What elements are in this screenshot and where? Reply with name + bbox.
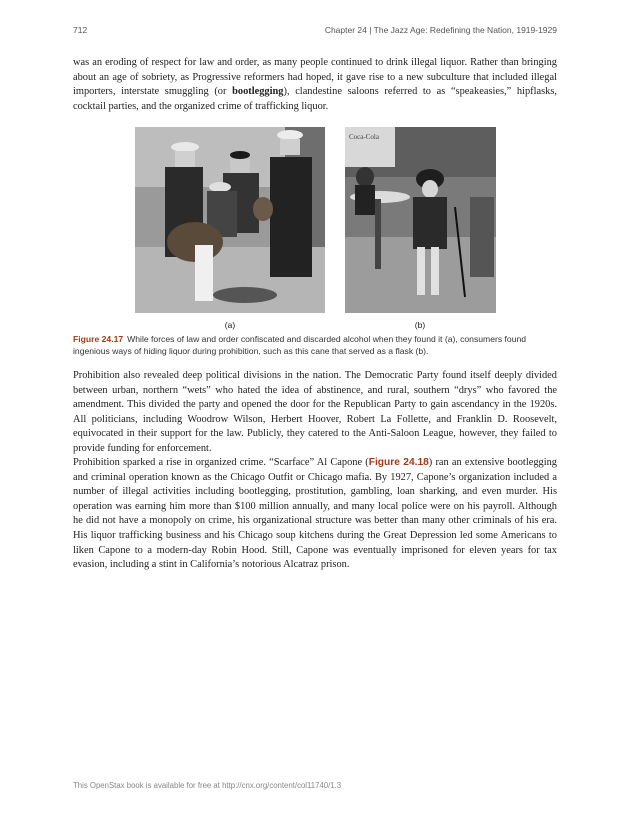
term-bootlegging: bootlegging	[232, 86, 284, 98]
page-footer: This OpenStax book is available for free at http://cnx.org/content/col11740/1.3	[73, 781, 342, 790]
paragraph-3-text-b: ) ran an extensive bootlegging and criminal operation known as the Chicago Outfit or Chicago mafia. By 1927, Capone’s organization included a number of illegal activities including bootlegging, prostitution, gambling, loan sharking, and even murder. His operation was earning him more than $100 million annually, and many local police were on his payroll. Although he did not have a monopoly on crime, his organizational structure was better than many other criminals of his era. His liquor trafficking business and his Chicago soup kitchens during the Great Depression led some Americans to liken Capone to a modern-day Robin Hood. Still, Capone was eventually imprisoned for eleven years for tax evasion, including a stint in California’s notorious Alcatraz prison.	[73, 457, 557, 571]
photo-agents-pouring-liquor	[135, 127, 325, 313]
coca-cola-sign: Coca-Cola	[349, 133, 379, 141]
paragraph-1	[73, 56, 557, 114]
paragraph-1-text-a: was an eroding of respect for law and order, as many people continued to drink illegal liquor. Rather than bringing about an age of sobriety, as Progressive reformers had hoped, it gave rise to a new subculture that included illegal importers, interstate smuggling (or	[73, 57, 557, 98]
paragraph-3-text-a: Prohibition sparked a rise in organized crime. “Scarface” Al Capone (	[73, 457, 369, 468]
figure-caption-label: Figure 24.17	[73, 334, 124, 344]
page-number: 712	[73, 25, 88, 35]
figure-24-18-link[interactable]: Figure 24.18	[368, 457, 429, 468]
chapter-title: Chapter 24 | The Jazz Age: Redefining the Nation, 1919-1929	[324, 25, 557, 35]
figure-caption	[73, 334, 557, 357]
paragraph-2: Prohibition also revealed deep political divisions in the nation. The Democratic Party found itself deeply divided between urban, northern “wets” who hated the idea of abstinence, and rural, southern “drys” who favored the amendment. This divided the party and opened the door for the Republican Party to gain ascendancy in the 1920s. All politicians, including Woodrow Wilson, Herbert Hoover, Robert La Follette, and Franklin D. Roosevelt, equivocated in their support for the law. Publicly, they catered to the Anti-Saloon League, however, they failed to provide funding for enforcement.	[73, 370, 557, 454]
subfigure-label-a: (a)	[224, 320, 236, 330]
subfigure-label-b: (b)	[414, 320, 426, 330]
photo-woman-with-cane-flask	[345, 127, 496, 313]
paragraph-1-text-b: ), clandestine saloons referred to as “speakeasies,” hipflasks, cocktail parties, and the organized crime of trafficking liquor.	[73, 86, 557, 112]
page-header	[73, 25, 557, 35]
figure-caption-text: While forces of law and order confiscated and discarded alcohol when they found it (a), consumers found ingenious ways of hiding liquor during prohibition, such as this cane that served as a flask (b).	[73, 334, 527, 356]
paragraph-3	[73, 456, 557, 573]
